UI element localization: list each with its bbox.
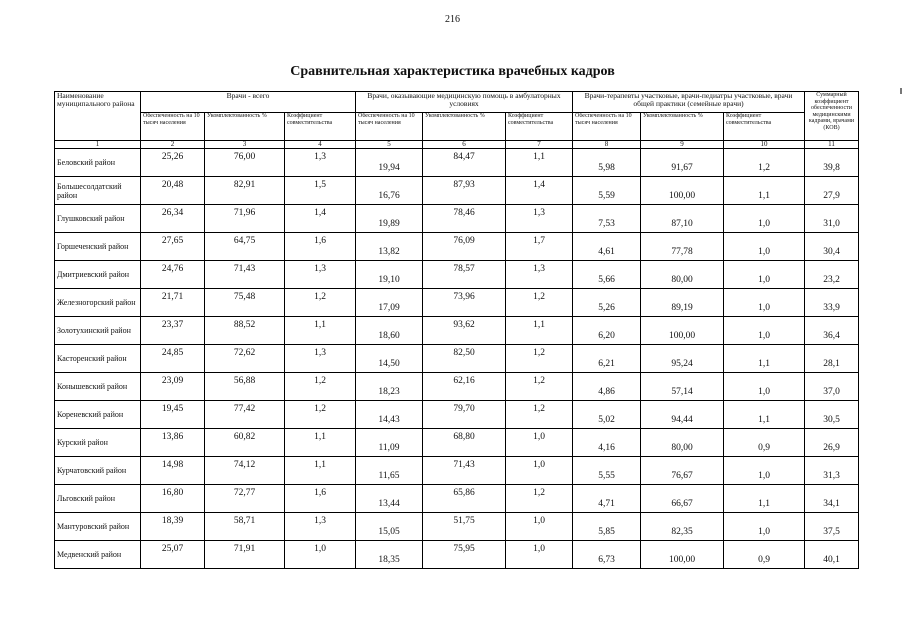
cell-all-supply: 19,45 [141,401,205,429]
cell-outpatient-ratio: 1,3 [506,205,573,233]
cell-all-staffing: 74,12 [205,457,285,485]
cell-district-staffing: 94,44 [641,401,724,429]
cell-outpatient-staffing: 73,96 [423,289,506,317]
cell-all-supply: 25,26 [141,149,205,177]
cell-all-supply: 13,86 [141,429,205,457]
cell-district-supply: 5,55 [573,457,641,485]
cell-district-staffing: 66,67 [641,485,724,513]
cell-summary-coefficient: 37,5 [805,513,859,541]
cell-summary-coefficient: 39,8 [805,149,859,177]
cell-all-supply: 24,76 [141,261,205,289]
table-row [55,457,859,485]
cell-district-ratio: 1,1 [724,401,805,429]
cell-outpatient-ratio: 1,0 [506,457,573,485]
cell-summary-coefficient: 23,2 [805,261,859,289]
table-row [55,317,859,345]
cell-district-staffing: 77,78 [641,233,724,261]
cell-outpatient-supply: 11,09 [356,429,423,457]
cell-district-ratio: 1,1 [724,177,805,205]
cell-all-supply: 24,85 [141,345,205,373]
header-sub-row [55,113,859,141]
cell-all-supply: 27,65 [141,233,205,261]
cell-outpatient-ratio: 1,7 [506,233,573,261]
cell-outpatient-staffing: 71,43 [423,457,506,485]
cell-region-name: Беловский район [55,149,141,177]
cell-district-ratio: 1,0 [724,373,805,401]
cell-summary-coefficient: 34,1 [805,485,859,513]
cell-outpatient-staffing: 76,09 [423,233,506,261]
cell-all-staffing: 60,82 [205,429,285,457]
table-row [55,541,859,569]
cell-all-supply: 16,80 [141,485,205,513]
scan-edge-mark [900,88,902,94]
cell-district-ratio: 1,0 [724,205,805,233]
table-row [55,345,859,373]
cell-summary-coefficient: 31,3 [805,457,859,485]
cell-district-supply: 7,53 [573,205,641,233]
cell-summary-coefficient: 36,4 [805,317,859,345]
table-row [55,513,859,541]
cell-district-staffing: 100,00 [641,317,724,345]
cell-all-supply: 25,07 [141,541,205,569]
cell-outpatient-supply: 14,50 [356,345,423,373]
cell-district-staffing: 95,24 [641,345,724,373]
cell-district-supply: 6,21 [573,345,641,373]
header-sub-supply: Обеспеченность на 10 тысяч населения [573,113,641,141]
cell-region-name: Большесолдатский район [55,177,141,205]
cell-outpatient-supply: 14,43 [356,401,423,429]
cell-district-staffing: 80,00 [641,429,724,457]
header-sub-ratio: Коэффициент совместительства [724,113,805,141]
cell-region-name: Золотухинский район [55,317,141,345]
header-sub-ratio: Коэффициент совместительства [285,113,356,141]
column-number: 11 [805,141,859,149]
cell-all-ratio: 1,3 [285,261,356,289]
page-number: 216 [445,14,460,25]
header-region: Наименование муниципального района [55,92,141,141]
cell-all-ratio: 1,3 [285,149,356,177]
header-sub-staffing: Укомплектованность % [205,113,285,141]
cell-all-staffing: 88,52 [205,317,285,345]
table-body [55,149,859,569]
table-header [55,92,859,149]
cell-region-name: Железногорский район [55,289,141,317]
cell-district-supply: 5,59 [573,177,641,205]
cell-outpatient-supply: 11,65 [356,457,423,485]
cell-all-ratio: 1,1 [285,317,356,345]
cell-outpatient-staffing: 68,80 [423,429,506,457]
cell-region-name: Дмитриевский район [55,261,141,289]
cell-outpatient-ratio: 1,2 [506,485,573,513]
cell-district-staffing: 82,35 [641,513,724,541]
cell-outpatient-supply: 13,82 [356,233,423,261]
cell-outpatient-staffing: 65,86 [423,485,506,513]
cell-outpatient-staffing: 75,95 [423,541,506,569]
cell-region-name: Горшеченский район [55,233,141,261]
column-number: 5 [356,141,423,149]
cell-district-ratio: 1,2 [724,149,805,177]
cell-district-supply: 4,61 [573,233,641,261]
cell-outpatient-supply: 16,76 [356,177,423,205]
table-row [55,429,859,457]
cell-district-staffing: 87,10 [641,205,724,233]
cell-district-supply: 5,98 [573,149,641,177]
cell-district-supply: 4,71 [573,485,641,513]
column-number: 2 [141,141,205,149]
cell-summary-coefficient: 28,1 [805,345,859,373]
cell-outpatient-staffing: 82,50 [423,345,506,373]
column-number: 7 [506,141,573,149]
cell-district-supply: 5,85 [573,513,641,541]
cell-all-ratio: 1,2 [285,373,356,401]
cell-district-ratio: 1,1 [724,485,805,513]
cell-all-ratio: 1,5 [285,177,356,205]
cell-summary-coefficient: 40,1 [805,541,859,569]
header-group-row [55,92,859,113]
cell-all-ratio: 1,2 [285,401,356,429]
cell-summary-coefficient: 30,4 [805,233,859,261]
cell-district-staffing: 91,67 [641,149,724,177]
cell-outpatient-staffing: 78,57 [423,261,506,289]
cell-all-supply: 23,37 [141,317,205,345]
cell-outpatient-ratio: 1,2 [506,345,573,373]
cell-district-supply: 4,16 [573,429,641,457]
cell-district-supply: 6,73 [573,541,641,569]
table-row [55,485,859,513]
cell-outpatient-ratio: 1,4 [506,177,573,205]
header-group-all-doctors: Врачи - всего [141,92,356,113]
column-number: 1 [55,141,141,149]
cell-all-ratio: 1,3 [285,513,356,541]
cell-district-supply: 4,86 [573,373,641,401]
document-title: Сравнительная характеристика врачебных кадров [290,64,615,79]
cell-all-ratio: 1,6 [285,485,356,513]
cell-outpatient-supply: 13,44 [356,485,423,513]
cell-district-staffing: 100,00 [641,177,724,205]
cell-district-ratio: 1,0 [724,233,805,261]
cell-outpatient-supply: 18,60 [356,317,423,345]
table-row [55,177,859,205]
header-sub-staffing: Укомплектованность % [641,113,724,141]
cell-outpatient-ratio: 1,1 [506,317,573,345]
header-sub-supply: Обеспеченность на 10 тысяч населения [356,113,423,141]
cell-all-staffing: 82,91 [205,177,285,205]
cell-outpatient-supply: 18,23 [356,373,423,401]
cell-summary-coefficient: 37,0 [805,373,859,401]
cell-all-supply: 21,71 [141,289,205,317]
cell-all-staffing: 75,48 [205,289,285,317]
cell-district-ratio: 1,0 [724,513,805,541]
cell-outpatient-ratio: 1,3 [506,261,573,289]
cell-region-name: Курчатовский район [55,457,141,485]
cell-outpatient-ratio: 1,0 [506,429,573,457]
cell-district-supply: 5,66 [573,261,641,289]
header-sub-supply: Обеспеченность на 10 тысяч населения [141,113,205,141]
cell-region-name: Конышевский район [55,373,141,401]
cell-region-name: Глушковский район [55,205,141,233]
cell-district-supply: 5,26 [573,289,641,317]
cell-summary-coefficient: 27,9 [805,177,859,205]
cell-district-staffing: 100,00 [641,541,724,569]
cell-outpatient-staffing: 79,70 [423,401,506,429]
cell-all-supply: 14,98 [141,457,205,485]
cell-all-supply: 20,48 [141,177,205,205]
cell-all-ratio: 1,3 [285,345,356,373]
cell-outpatient-supply: 19,89 [356,205,423,233]
cell-all-ratio: 1,4 [285,205,356,233]
cell-summary-coefficient: 33,9 [805,289,859,317]
cell-all-staffing: 72,62 [205,345,285,373]
column-number: 4 [285,141,356,149]
cell-region-name: Касторенский район [55,345,141,373]
cell-outpatient-ratio: 1,0 [506,513,573,541]
cell-district-ratio: 1,0 [724,261,805,289]
column-number: 8 [573,141,641,149]
column-number: 6 [423,141,506,149]
cell-outpatient-supply: 19,94 [356,149,423,177]
column-number: 3 [205,141,285,149]
table-row [55,149,859,177]
cell-district-staffing: 76,67 [641,457,724,485]
cell-outpatient-supply: 19,10 [356,261,423,289]
table-row [55,205,859,233]
cell-outpatient-supply: 18,35 [356,541,423,569]
cell-district-staffing: 57,14 [641,373,724,401]
table-row [55,401,859,429]
table-row [55,261,859,289]
cell-district-staffing: 80,00 [641,261,724,289]
cell-outpatient-ratio: 1,1 [506,149,573,177]
cell-all-staffing: 58,71 [205,513,285,541]
cell-region-name: Курский район [55,429,141,457]
cell-all-ratio: 1,1 [285,429,356,457]
cell-all-ratio: 1,1 [285,457,356,485]
cell-outpatient-ratio: 1,0 [506,541,573,569]
cell-outpatient-staffing: 87,93 [423,177,506,205]
cell-outpatient-ratio: 1,2 [506,289,573,317]
table-row [55,373,859,401]
cell-all-staffing: 72,77 [205,485,285,513]
table-row [55,289,859,317]
cell-all-staffing: 71,43 [205,261,285,289]
cell-district-ratio: 0,9 [724,541,805,569]
cell-outpatient-supply: 15,05 [356,513,423,541]
cell-region-name: Кореневский район [55,401,141,429]
header-sub-ratio: Коэффициент совместительства [506,113,573,141]
cell-outpatient-staffing: 78,46 [423,205,506,233]
cell-all-staffing: 71,96 [205,205,285,233]
header-group-outpatient-doctors: Врачи, оказывающие медицинскую помощь в амбулаторных условиях [356,92,573,113]
cell-outpatient-staffing: 93,62 [423,317,506,345]
cell-all-staffing: 56,88 [205,373,285,401]
cell-district-supply: 6,20 [573,317,641,345]
cell-district-ratio: 1,1 [724,345,805,373]
cell-outpatient-staffing: 84,47 [423,149,506,177]
cell-region-name: Медвенский район [55,541,141,569]
cell-all-staffing: 71,91 [205,541,285,569]
staffing-table [54,91,859,569]
column-number: 10 [724,141,805,149]
table-row [55,233,859,261]
cell-district-ratio: 0,9 [724,429,805,457]
cell-all-ratio: 1,0 [285,541,356,569]
cell-all-supply: 26,34 [141,205,205,233]
cell-district-ratio: 1,0 [724,289,805,317]
column-number-row [55,141,859,149]
cell-region-name: Льговский район [55,485,141,513]
cell-all-staffing: 77,42 [205,401,285,429]
cell-all-supply: 23,09 [141,373,205,401]
cell-outpatient-staffing: 62,16 [423,373,506,401]
cell-outpatient-ratio: 1,2 [506,373,573,401]
cell-district-ratio: 1,0 [724,457,805,485]
cell-outpatient-staffing: 51,75 [423,513,506,541]
header-sub-staffing: Укомплектованность % [423,113,506,141]
cell-summary-coefficient: 31,0 [805,205,859,233]
cell-district-staffing: 89,19 [641,289,724,317]
cell-all-supply: 18,39 [141,513,205,541]
column-number: 9 [641,141,724,149]
cell-district-supply: 5,02 [573,401,641,429]
cell-district-ratio: 1,0 [724,317,805,345]
cell-summary-coefficient: 30,5 [805,401,859,429]
header-group-district-doctors: Врачи-терапевты участковые, врачи-педиатры участковые, врачи общей практики (семейные врачи) [573,92,805,113]
cell-all-ratio: 1,6 [285,233,356,261]
cell-outpatient-supply: 17,09 [356,289,423,317]
cell-region-name: Мантуровский район [55,513,141,541]
cell-all-ratio: 1,2 [285,289,356,317]
cell-summary-coefficient: 26,9 [805,429,859,457]
cell-outpatient-ratio: 1,2 [506,401,573,429]
header-summary-coefficient: Суммарный коэффициент обеспеченности медицинскими кадрами, врачами (КОВ) [805,92,859,141]
cell-all-staffing: 76,00 [205,149,285,177]
cell-all-staffing: 64,75 [205,233,285,261]
